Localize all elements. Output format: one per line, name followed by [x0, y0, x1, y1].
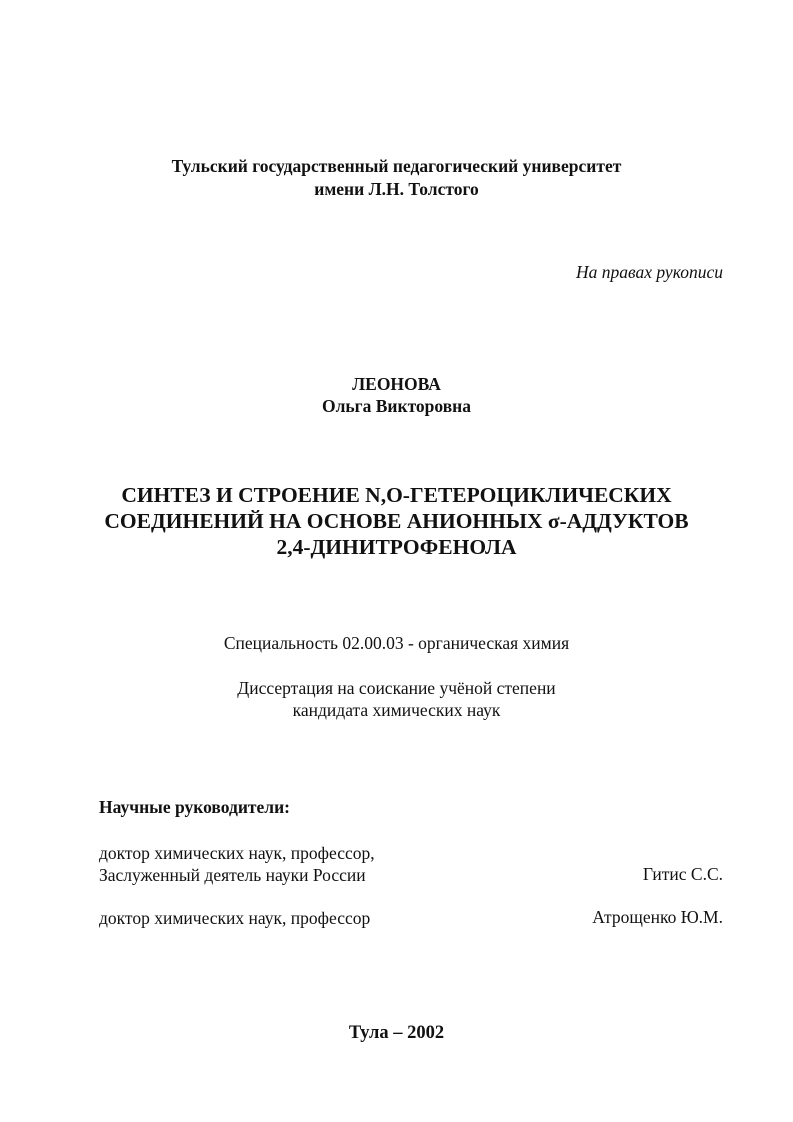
manuscript-rights-note: На правах рукописи — [576, 262, 723, 282]
specialty: Специальность 02.00.03 - органическая химия — [223, 633, 570, 653]
university-name: Тульский государственный педагогический университет — [171, 156, 622, 176]
supervisor-2-name: Атрощенко Ю.М. — [592, 907, 723, 927]
dissertation-title — [0, 482, 793, 560]
degree-line-1: Диссертация на соискание учёной степени — [237, 678, 556, 698]
title-line-2: СОЕДИНЕНИЙ НА ОСНОВЕ АНИОННЫХ σ-АДДУКТОВ — [104, 509, 689, 533]
author-name: Ольга Викторовна — [321, 396, 472, 416]
title-line-3: 2,4-ДИНИТРОФЕНОЛА — [276, 535, 517, 559]
supervisors-heading: Научные руководители: — [99, 797, 291, 817]
supervisor-1-titles — [99, 842, 375, 886]
degree-line-2: кандидата химических наук — [292, 700, 501, 720]
title-line-1: СИНТЕЗ И СТРОЕНИЕ N,O-ГЕТЕРОЦИКЛИЧЕСКИХ — [121, 483, 672, 507]
degree-statement — [0, 677, 793, 721]
university-named-after: имени Л.Н. Толстого — [314, 179, 479, 199]
supervisor-1-title-line-2: Заслуженный деятель науки России — [99, 865, 366, 885]
author-surname: ЛЕОНОВА — [352, 374, 441, 394]
university-block — [0, 155, 793, 201]
supervisor-1-title-line-1: доктор химических наук, профессор, — [99, 843, 375, 863]
supervisor-1-name: Гитис С.С. — [642, 864, 723, 884]
supervisor-2-titles — [99, 907, 370, 929]
city-year: Тула – 2002 — [348, 1023, 445, 1043]
supervisor-2-title-line-1: доктор химических наук, профессор — [99, 908, 371, 928]
